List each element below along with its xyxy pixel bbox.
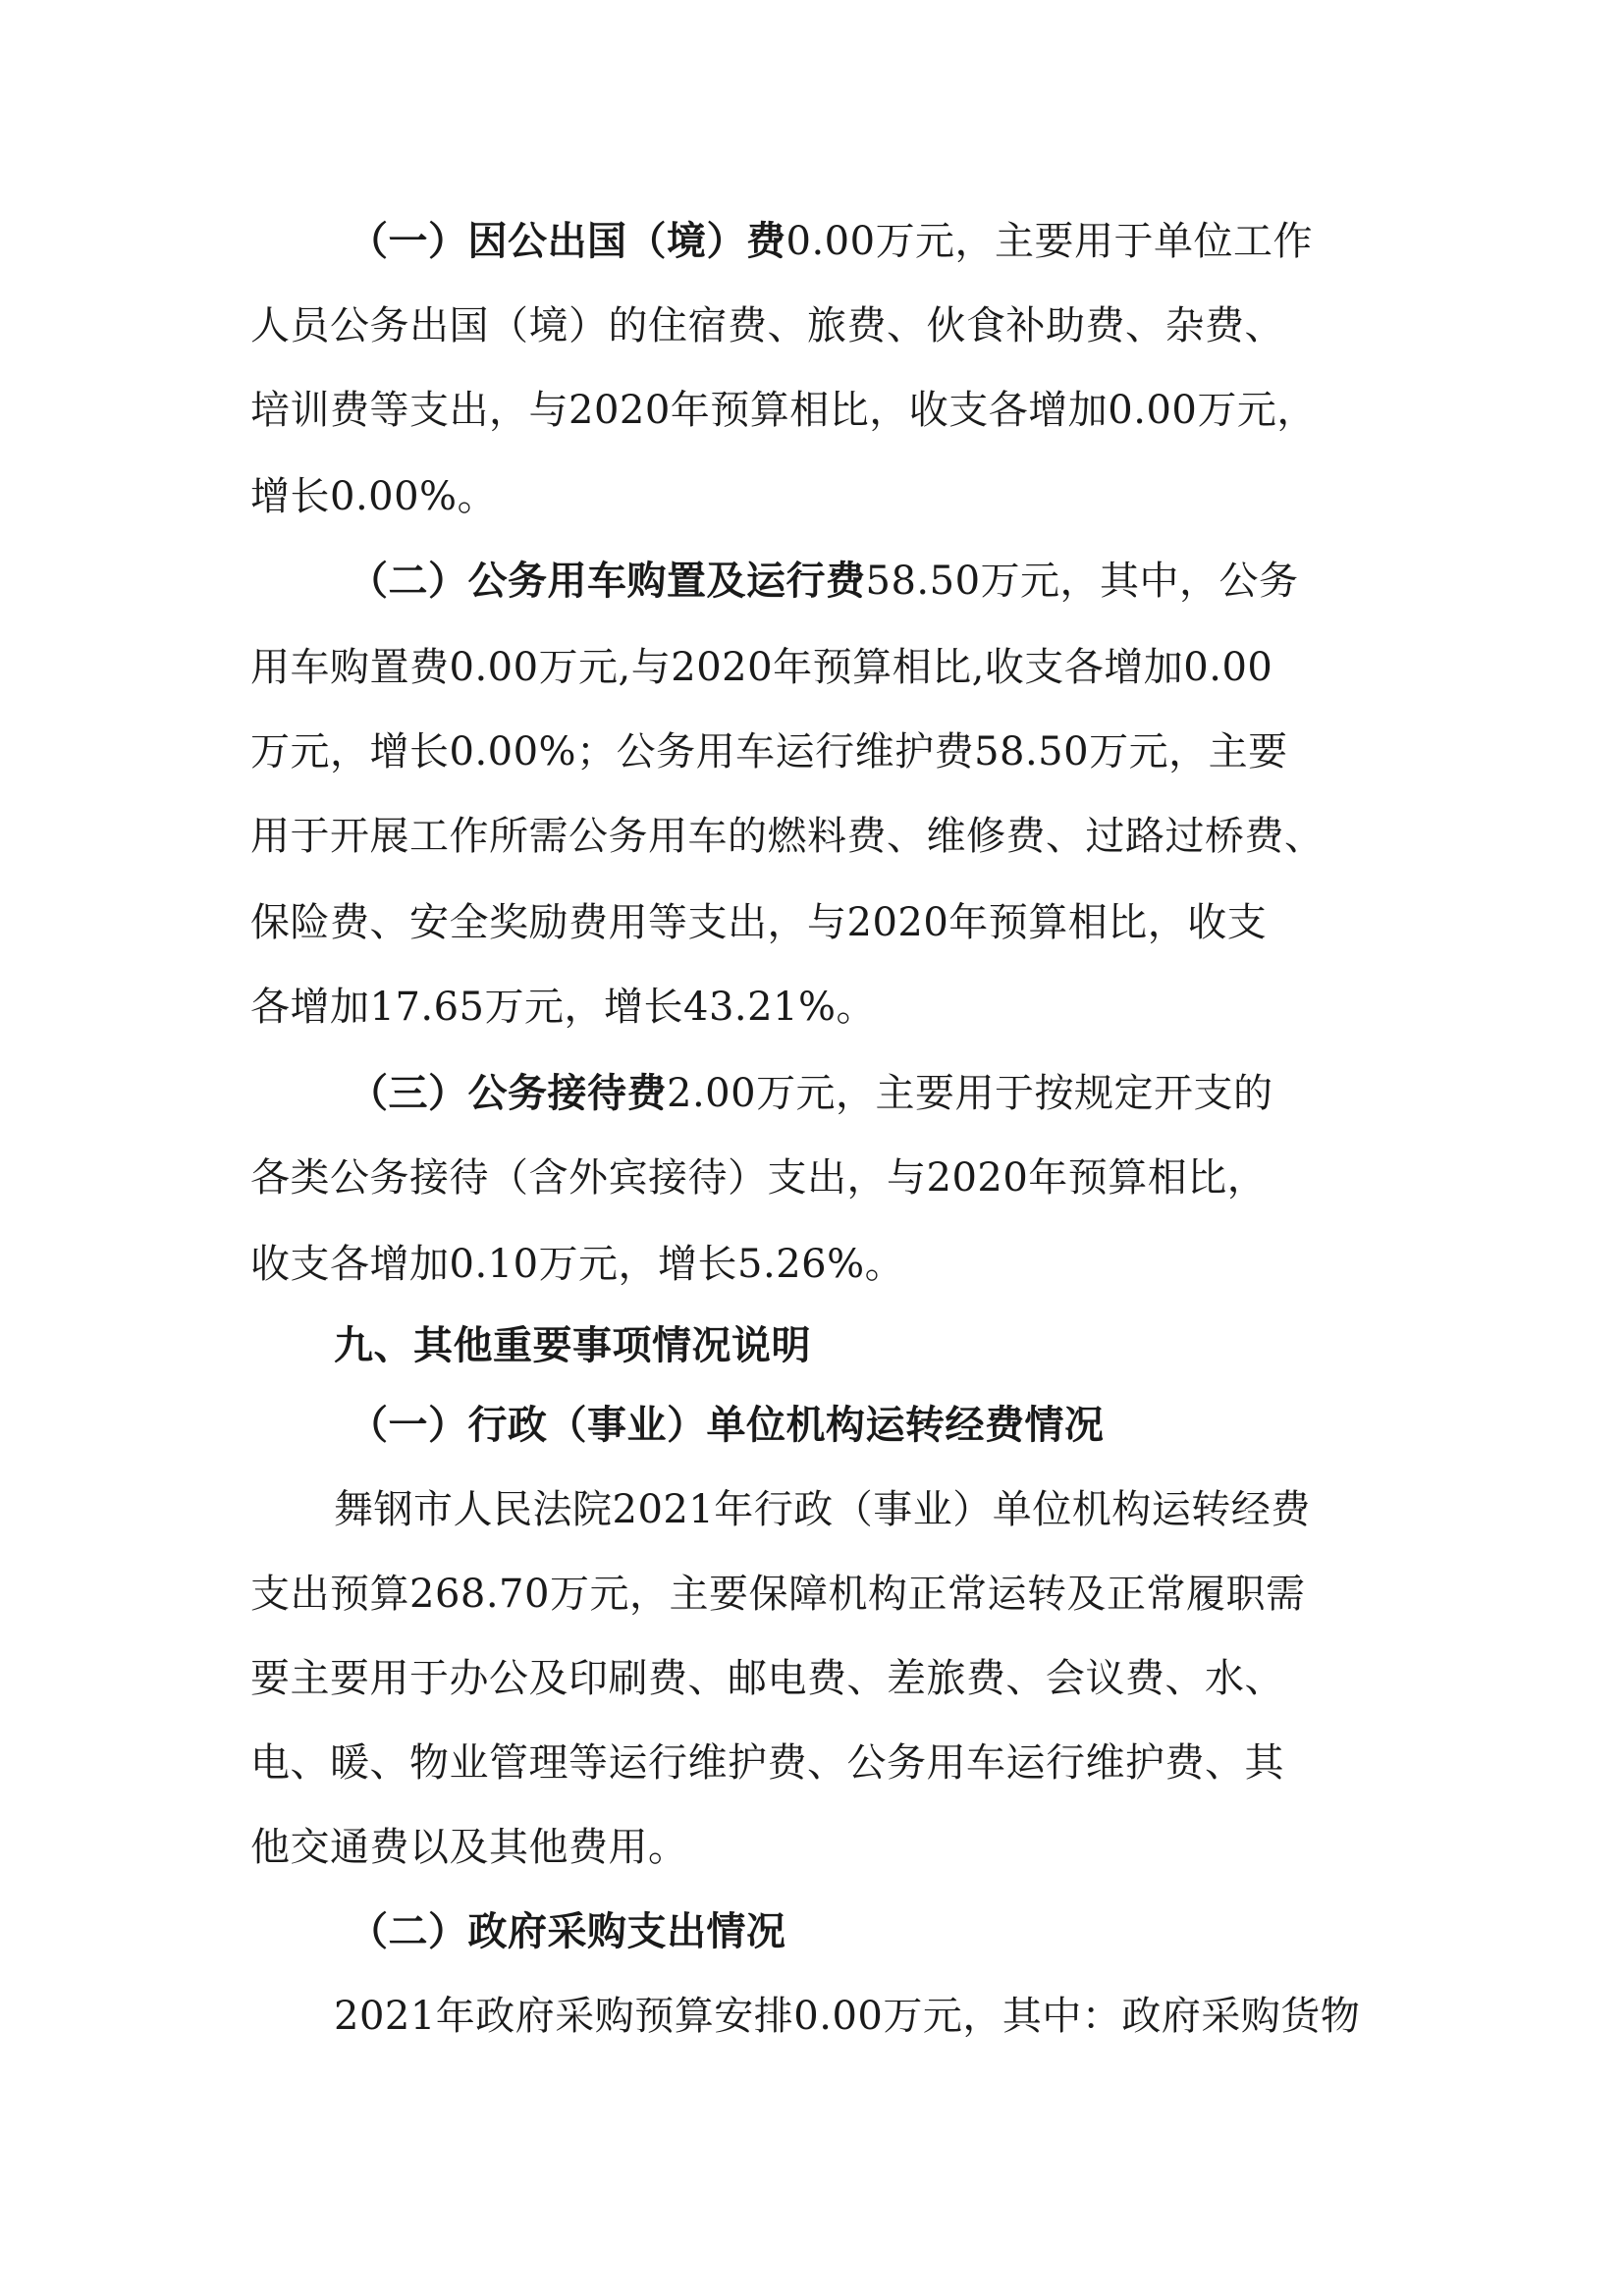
paragraph-line [250, 1567, 1305, 1622]
line-text: 增长0.00%。 [250, 474, 498, 519]
paragraph-line [250, 383, 1317, 438]
paragraph-line [349, 554, 1299, 609]
subsection-heading: （二）政府采购支出情况 [349, 1909, 786, 1954]
paragraph-line [250, 809, 1325, 864]
section-title: （三）公务接待费 [349, 1071, 667, 1116]
line-text: 各类公务接待（含外宾接待）支出，与2020年预算相比， [250, 1155, 1268, 1201]
line-text: 要主要用于办公及印刷费、邮电费、差旅费、会议费、水、 [250, 1656, 1284, 1701]
line-text: 保险费、安全奖励费用等支出，与2020年预算相比，收支 [250, 900, 1268, 945]
paragraph-line [334, 1482, 1311, 1537]
line-text: 电、暖、物业管理等运行维护费、公务用车运行维护费、其 [250, 1740, 1284, 1786]
paragraph-line [250, 298, 1284, 353]
line-text: 2021年政府采购预算安排0.00万元，其中：政府采购货物 [334, 1994, 1361, 2039]
line-text: 2.00万元，主要用于按规定开支的 [667, 1071, 1273, 1116]
paragraph-line [349, 214, 1313, 269]
line-text: 用于开展工作所需公务用车的燃料费、维修费、过路过桥费、 [250, 814, 1325, 859]
line-text: 万元，增长0.00%；公务用车运行维护费58.50万元，主要 [250, 729, 1288, 774]
line-text: 舞钢市人民法院2021年行政（事业）单位机构运转经费 [334, 1487, 1311, 1532]
paragraph-line [250, 1237, 904, 1292]
line-text: 人员公务出国（境）的住宿费、旅费、伙食补助费、杂费、 [250, 303, 1284, 348]
paragraph-line [334, 1989, 1360, 2044]
line-text: 0.00万元，主要用于单位工作 [785, 219, 1314, 264]
section-title: （二）公务用车购置及运行费 [349, 559, 866, 604]
paragraph-line [250, 980, 876, 1035]
section-heading: 九、其他重要事项情况说明 [334, 1323, 811, 1368]
line-text: 培训费等支出，与2020年预算相比，收支各增加0.00万元， [250, 388, 1317, 433]
paragraph-line [250, 724, 1288, 779]
paragraph-line [250, 1735, 1284, 1790]
paragraph-line [250, 1150, 1267, 1205]
line-text: 他交通费以及其他费用。 [250, 1825, 688, 1870]
section-title: （一）因公出国（境）费 [349, 219, 786, 264]
paragraph-line [250, 895, 1267, 950]
line-text: 58.50万元，其中，公务 [865, 559, 1299, 604]
paragraph-line [349, 1066, 1273, 1121]
line-text: 用车购置费0.00万元,与2020年预算相比,收支各增加0.00 [250, 645, 1273, 690]
subsection-heading: （一）行政（事业）单位机构运转经费情况 [349, 1403, 1105, 1448]
paragraph-line [250, 640, 1272, 695]
paragraph-line [250, 1820, 688, 1875]
line-text: 各增加17.65万元，增长43.21%。 [250, 985, 877, 1030]
paragraph-line [250, 1651, 1284, 1706]
line-text: 支出预算268.70万元，主要保障机构正常运转及正常履职需 [250, 1572, 1306, 1617]
line-text: 收支各增加0.10万元，增长5.26%。 [250, 1242, 905, 1287]
paragraph-line [250, 469, 497, 524]
